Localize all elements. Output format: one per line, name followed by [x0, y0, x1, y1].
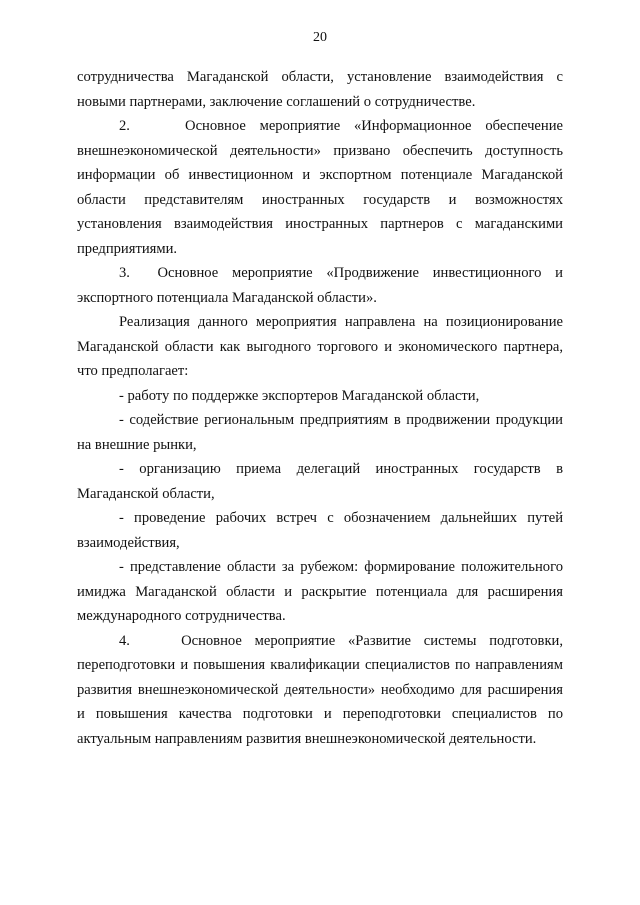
paragraph-continuation: сотрудничества Магаданской области, установление взаимодействия с новыми партнерами, заключение соглашений о сотрудничестве.	[77, 69, 563, 110]
list-item-representation-abroad: - представление области за рубежом: формирование положительного имиджа Магаданской области и раскрытие потенциала для расширения международного сотрудничества.	[77, 559, 563, 624]
paragraph-item-4: 4. Основное мероприятие «Развитие системы подготовки, переподготовки и повышения квалификации специалистов по направлениям развития внешнеэкономической деятельности» необходимо для расширения и повышения качества подготовки и переподготовки специалистов по актуальным направлениям развития внешнеэкономической деятельности.	[77, 632, 563, 747]
list-item-working-meetings: - проведение рабочих встреч с обозначением дальнейших путей взаимодействия,	[77, 510, 563, 551]
page-number: 20	[313, 30, 327, 45]
document-body	[77, 65, 563, 751]
paragraph-item-2: 2. Основное мероприятие «Информационное обеспечение внешнеэкономической деятельности» призвано обеспечить доступность информации об инвестиционном и экспортном потенциале Магаданской области представителям иностранных государств и возможностях установления взаимодействия иностранных партнеров с магаданскими предприятиями.	[77, 118, 563, 257]
list-item-delegations: - организацию приема делегаций иностранных государств в Магаданской области,	[77, 461, 563, 502]
paragraph-implementation: Реализация данного мероприятия направлена на позиционирование Магаданской области как выгодного торгового и экономического партнера, что предполагает:	[77, 314, 563, 379]
list-item-exporter-support: - работу по поддержке экспортеров Магаданской области,	[119, 387, 480, 404]
list-item-regional-promotion: - содействие региональным предприятиям в продвижении продукции на внешние рынки,	[77, 412, 563, 453]
paragraph-item-3: 3. Основное мероприятие «Продвижение инвестиционного и экспортного потенциала Магаданской области».	[77, 265, 563, 306]
